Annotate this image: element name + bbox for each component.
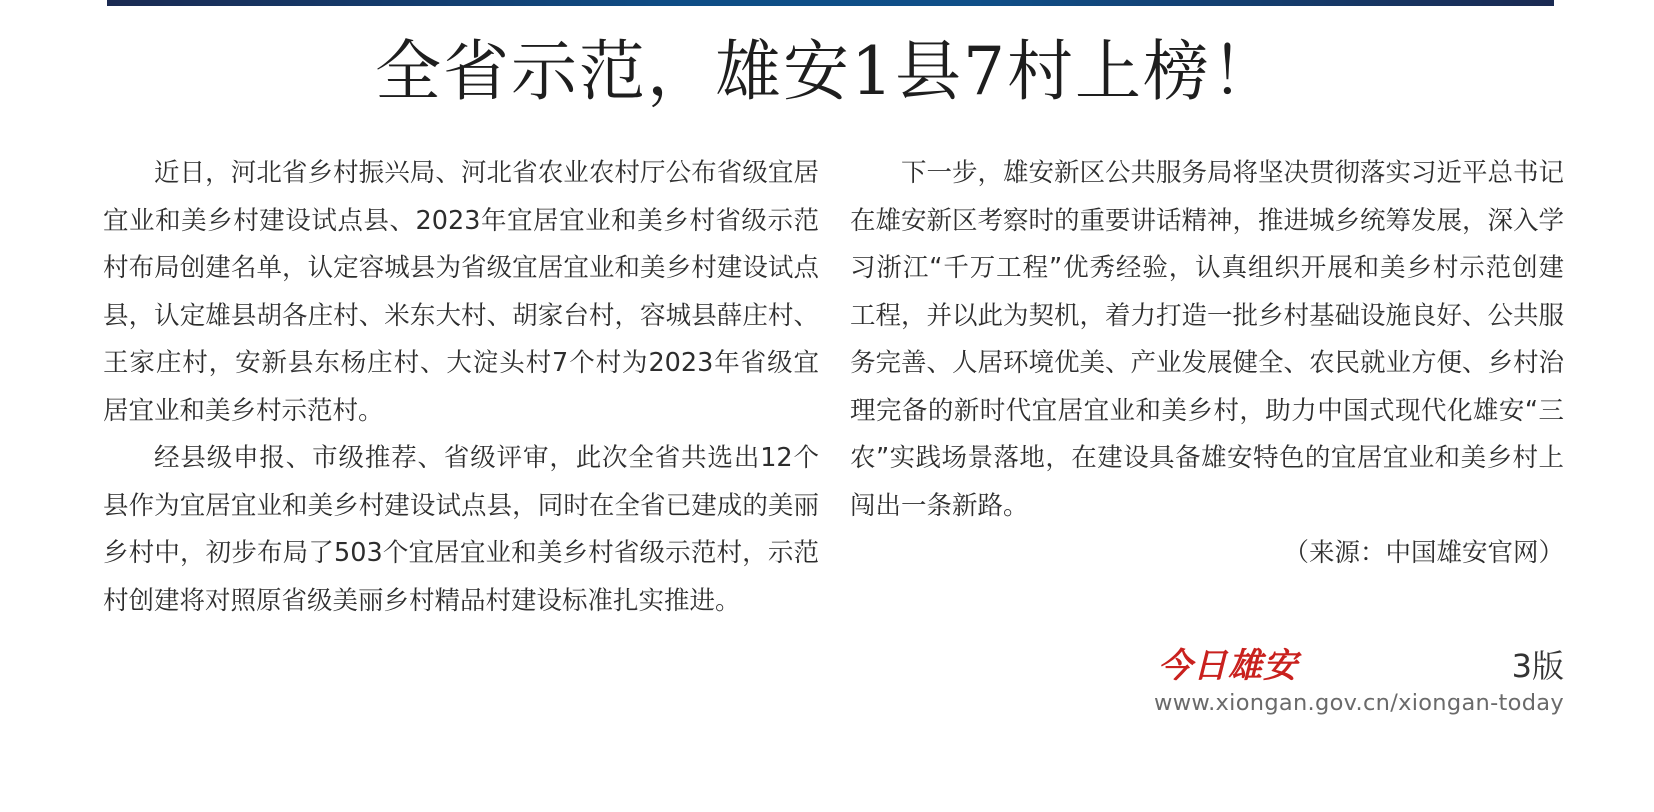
newspaper-masthead [1154, 644, 1564, 724]
edition-number: 3版 [1511, 647, 1564, 685]
article-right-column [850, 150, 1564, 578]
article-paragraph-3: 下一步，雄安新区公共服务局将坚决贯彻落实习近平总书记在雄安新区考察时的重要讲话精神，推进城乡统筹发展，深入学习浙江“千万工程”优秀经验，认真组织开展和美乡村示范创建工程，并以此为契机，着力打造一批乡村基础设施良好、公共服务完善、人居环境优美、产业发展健全、农民就业方便、乡村治理完备的新时代宜居宜业和美乡村，助力中国式现代化雄安“三农”实践场景落地，在建设具备雄安特色的宜居宜业和美乡村上闯出一条新路。 [850, 158, 1565, 521]
top-divider-bar [107, 0, 1554, 6]
website-url: www.xiongan.gov.cn/xiongan-today [1154, 690, 1564, 716]
article-left-column [103, 150, 819, 625]
article-headline: 全省示范，雄安1县7村上榜！ [375, 33, 1279, 110]
article-paragraph-1: 近日，河北省乡村振兴局、河北省农业农村厅公布省级宜居宜业和美乡村建设试点县、2023年宜居宜业和美乡村省级示范村布局创建名单，认定容城县为省级宜居宜业和美乡村建设试点县，认定雄县胡各庄村、米东大村、胡家台村，容城县薛庄村、王家庄村，安新县东杨庄村、大淀头村7个村为2023年省级宜居宜业和美乡村示范村。 [103, 158, 819, 426]
article-source: （来源：中国雄安官网） [1283, 538, 1564, 568]
article-paragraph-2: 经县级申报、市级推荐、省级评审，此次全省共选出12个县作为宜居宜业和美乡村建设试点县，同时在全省已建成的美丽乡村中，初步布局了503个宜居宜业和美乡村省级示范村，示范村创建将对照原省级美丽乡村精品村建设标准扎实推进。 [103, 443, 819, 616]
today-xiongan-logo: 今日雄安 [1158, 646, 1298, 686]
